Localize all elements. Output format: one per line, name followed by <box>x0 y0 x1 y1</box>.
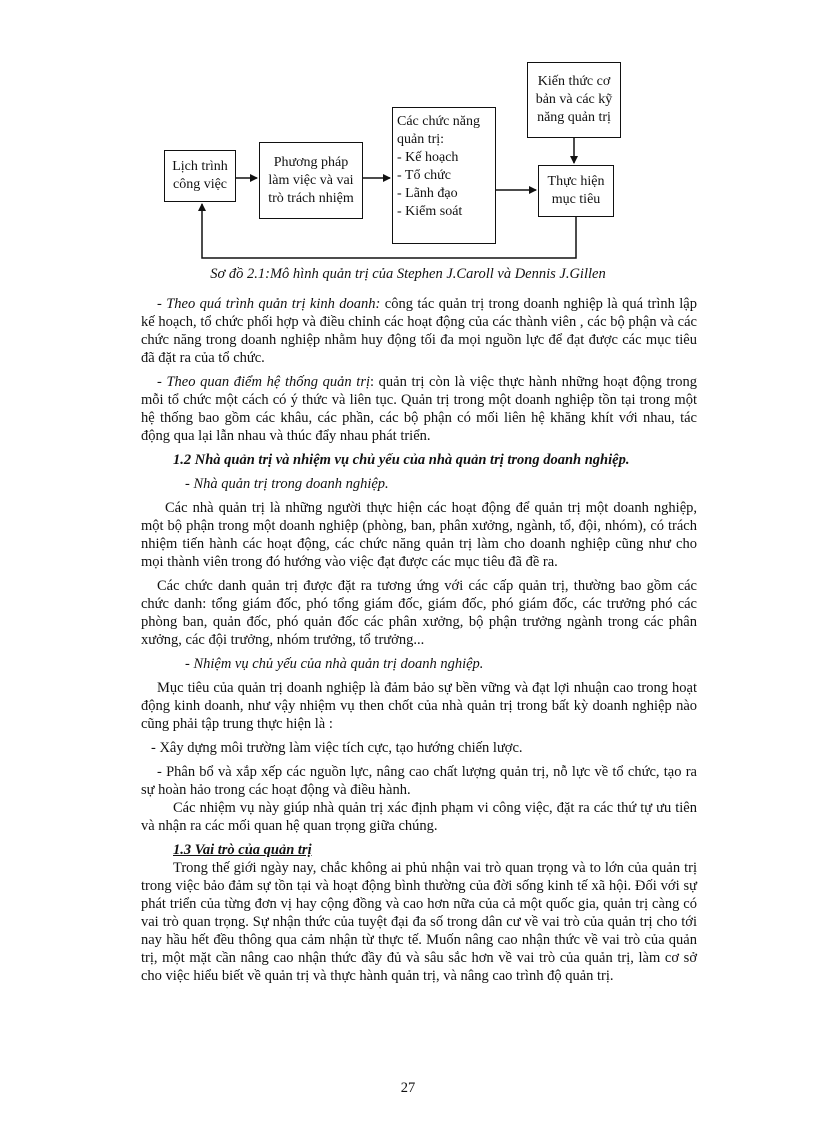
diagram-caption: Sơ đồ 2.1:Mô hình quản trị của Stephen J.Caroll và Dennis J.Gillen <box>210 266 606 282</box>
functions-line-5: - Lãnh đạo <box>397 186 458 201</box>
work-method-box <box>259 142 363 219</box>
management-model-diagram <box>0 0 816 290</box>
knowledge-skills-box <box>527 62 621 138</box>
paragraph-duties-purpose: Các nhiệm vụ này giúp nhà quản trị xác định phạm vi công việc, đặt ra các thứ tự ưu tiên và nhận ra các mối quan hệ quan trọng giữa chúng. <box>141 800 697 834</box>
schedule-line-1: Lịch trình <box>172 159 228 174</box>
paragraph-system-view-text: : quản trị còn là việc thực hành những hoạt động trong mỗi tổ chức một cách có ý thức và liên tục. Quản trị trong một doanh nghiệp tồn tại trong một hệ thống bao gồm các khâu, các phần, các bộ phận có mối liên hệ khăng khít với nhau, tác động qua lại lẫn nhau và thúc đẩy nhau phát triển. <box>141 374 698 444</box>
document-body <box>141 295 697 991</box>
paragraph-business-process-lead: - Theo quá trình quản trị kinh doanh: <box>157 296 381 312</box>
knowledge-line-2: bản và các kỹ <box>535 92 613 107</box>
paragraph-role-of-management: Trong thế giới ngày nay, chắc không ai phủ nhận vai trò quan trọng và to lớn của quản trị trong việc bảo đảm sự tồn tại và hoạt động bình thường của đời sống kinh tế xã hội. Đối với sự phát triển của từng đơn vị hay cộng đồng và cao hơn nữa của cả một quốc gia, quản trị càng có vai trò quan trọng. Sự nhận thức của tuyệt đại đa số trong dân cư về vai trò của quản trị cho tới nay hầu hết đều thông qua cảm nhận từ thực tế. Muốn nâng cao nhận thức về vai trò của quản trị, một mặt cần nâng cao nhận thức đầy đủ và sâu sắc hơn về vai trò của quản trị, làm cơ sở cho việc hiểu biết về quản trị và thực hành quản trị, và nâng cao trình độ quản trị. <box>141 860 697 984</box>
knowledge-line-3: năng quản trị <box>537 110 611 125</box>
functions-line-3: - Kế hoạch <box>397 150 459 165</box>
management-functions-box <box>392 107 496 244</box>
method-line-3: trò trách nhiệm <box>268 190 354 206</box>
page-number: 27 <box>400 1080 416 1096</box>
functions-line-1: Các chức năng <box>397 114 480 129</box>
goal-line-2: mục tiêu <box>551 192 601 207</box>
paragraph-business-process <box>141 295 697 367</box>
heading-1-3 <box>141 841 697 859</box>
achieve-goal-box <box>538 165 614 217</box>
functions-line-4: - Tổ chức <box>397 168 451 183</box>
heading-1-3-text: 1.3 Vai trò của quản trị <box>173 842 312 858</box>
paragraph-duty-resources: - Phân bổ và xắp xếp các nguồn lực, nâng cao chất lượng quản trị, nỗ lực về tổ chức, tạo ra sự hoàn hảo trong các hoạt động và điều hành. <box>141 764 697 798</box>
subheading-managers: - Nhà quản trị trong doanh nghiệp. <box>185 476 389 492</box>
paragraph-system-view <box>141 373 697 445</box>
method-line-1: Phương pháp <box>273 154 349 170</box>
paragraph-business-process-text: công tác quản trị trong doanh nghiệp là quá trình lập kế hoạch, tổ chức phối hợp và điều chỉnh các hoạt động của các thành viên , các bộ phận và các chức năng trong doanh nghiệp nhằm huy động tối đa mọi nguồn lực để đạt được các mục tiêu đã đặt ra của tổ chức. <box>141 296 697 366</box>
paragraph-managers-definition: Các nhà quản trị là những người thực hiện các hoạt động để quản trị một doanh nghiệp, một bộ phận trong một doanh nghiệp (phòng, ban, phân xưởng, ngành, tổ, đội, nhóm), có trách nhiệm tiến hành các hoạt động, các chức năng quản trị làm cho doanh nghiệp cũng như cho mọi thành viên trong đó hướng vào việc đạt được các mục tiêu đã đề ra. <box>141 500 697 570</box>
schedule-line-2: công việc <box>172 177 228 192</box>
knowledge-line-1: Kiến thức cơ <box>537 74 611 89</box>
goal-line-1: Thực hiện <box>547 174 605 189</box>
method-line-2: làm việc và vai <box>268 172 354 188</box>
paragraph-management-goal: Mục tiêu của quản trị doanh nghiệp là đảm bảo sự bền vững và đạt lợi nhuận cao trong hoạt động kinh doanh, như vậy nhiệm vụ then chốt của nhà quản trị trong bất kỳ doanh nghiệp nào cũng phải tập trung thực hiện là : <box>141 680 697 732</box>
paragraph-manager-titles: Các chức danh quản trị được đặt ra tương ứng với các cấp quản trị, thường bao gồm các chức danh: tổng giám đốc, phó tổng giám đốc, giám đốc, phó giám đốc, các trưởng phó các phòng ban, quản đốc, phó quản đốc các phân xưởng, bộ phận trưởng ngành trong các phân xưởng, các đội trưởng, nhóm trưởng, tổ trưởng... <box>141 578 697 648</box>
subheading-manager-duties: - Nhiệm vụ chủ yếu của nhà quản trị doanh nghiệp. <box>185 656 484 672</box>
functions-line-2: quản trị: <box>397 132 445 147</box>
paragraph-system-view-lead: - Theo quan điểm hệ thống quản trị <box>157 374 370 390</box>
heading-1-2: 1.2 Nhà quản trị và nhiệm vụ chủ yếu của nhà quản trị trong doanh nghiệp. <box>173 452 630 468</box>
paragraph-duty-environment: - Xây dựng môi trường làm việc tích cực, tạo hướng chiến lược. <box>151 740 523 756</box>
schedule-box <box>164 150 236 202</box>
functions-line-6: - Kiểm soát <box>397 204 463 219</box>
